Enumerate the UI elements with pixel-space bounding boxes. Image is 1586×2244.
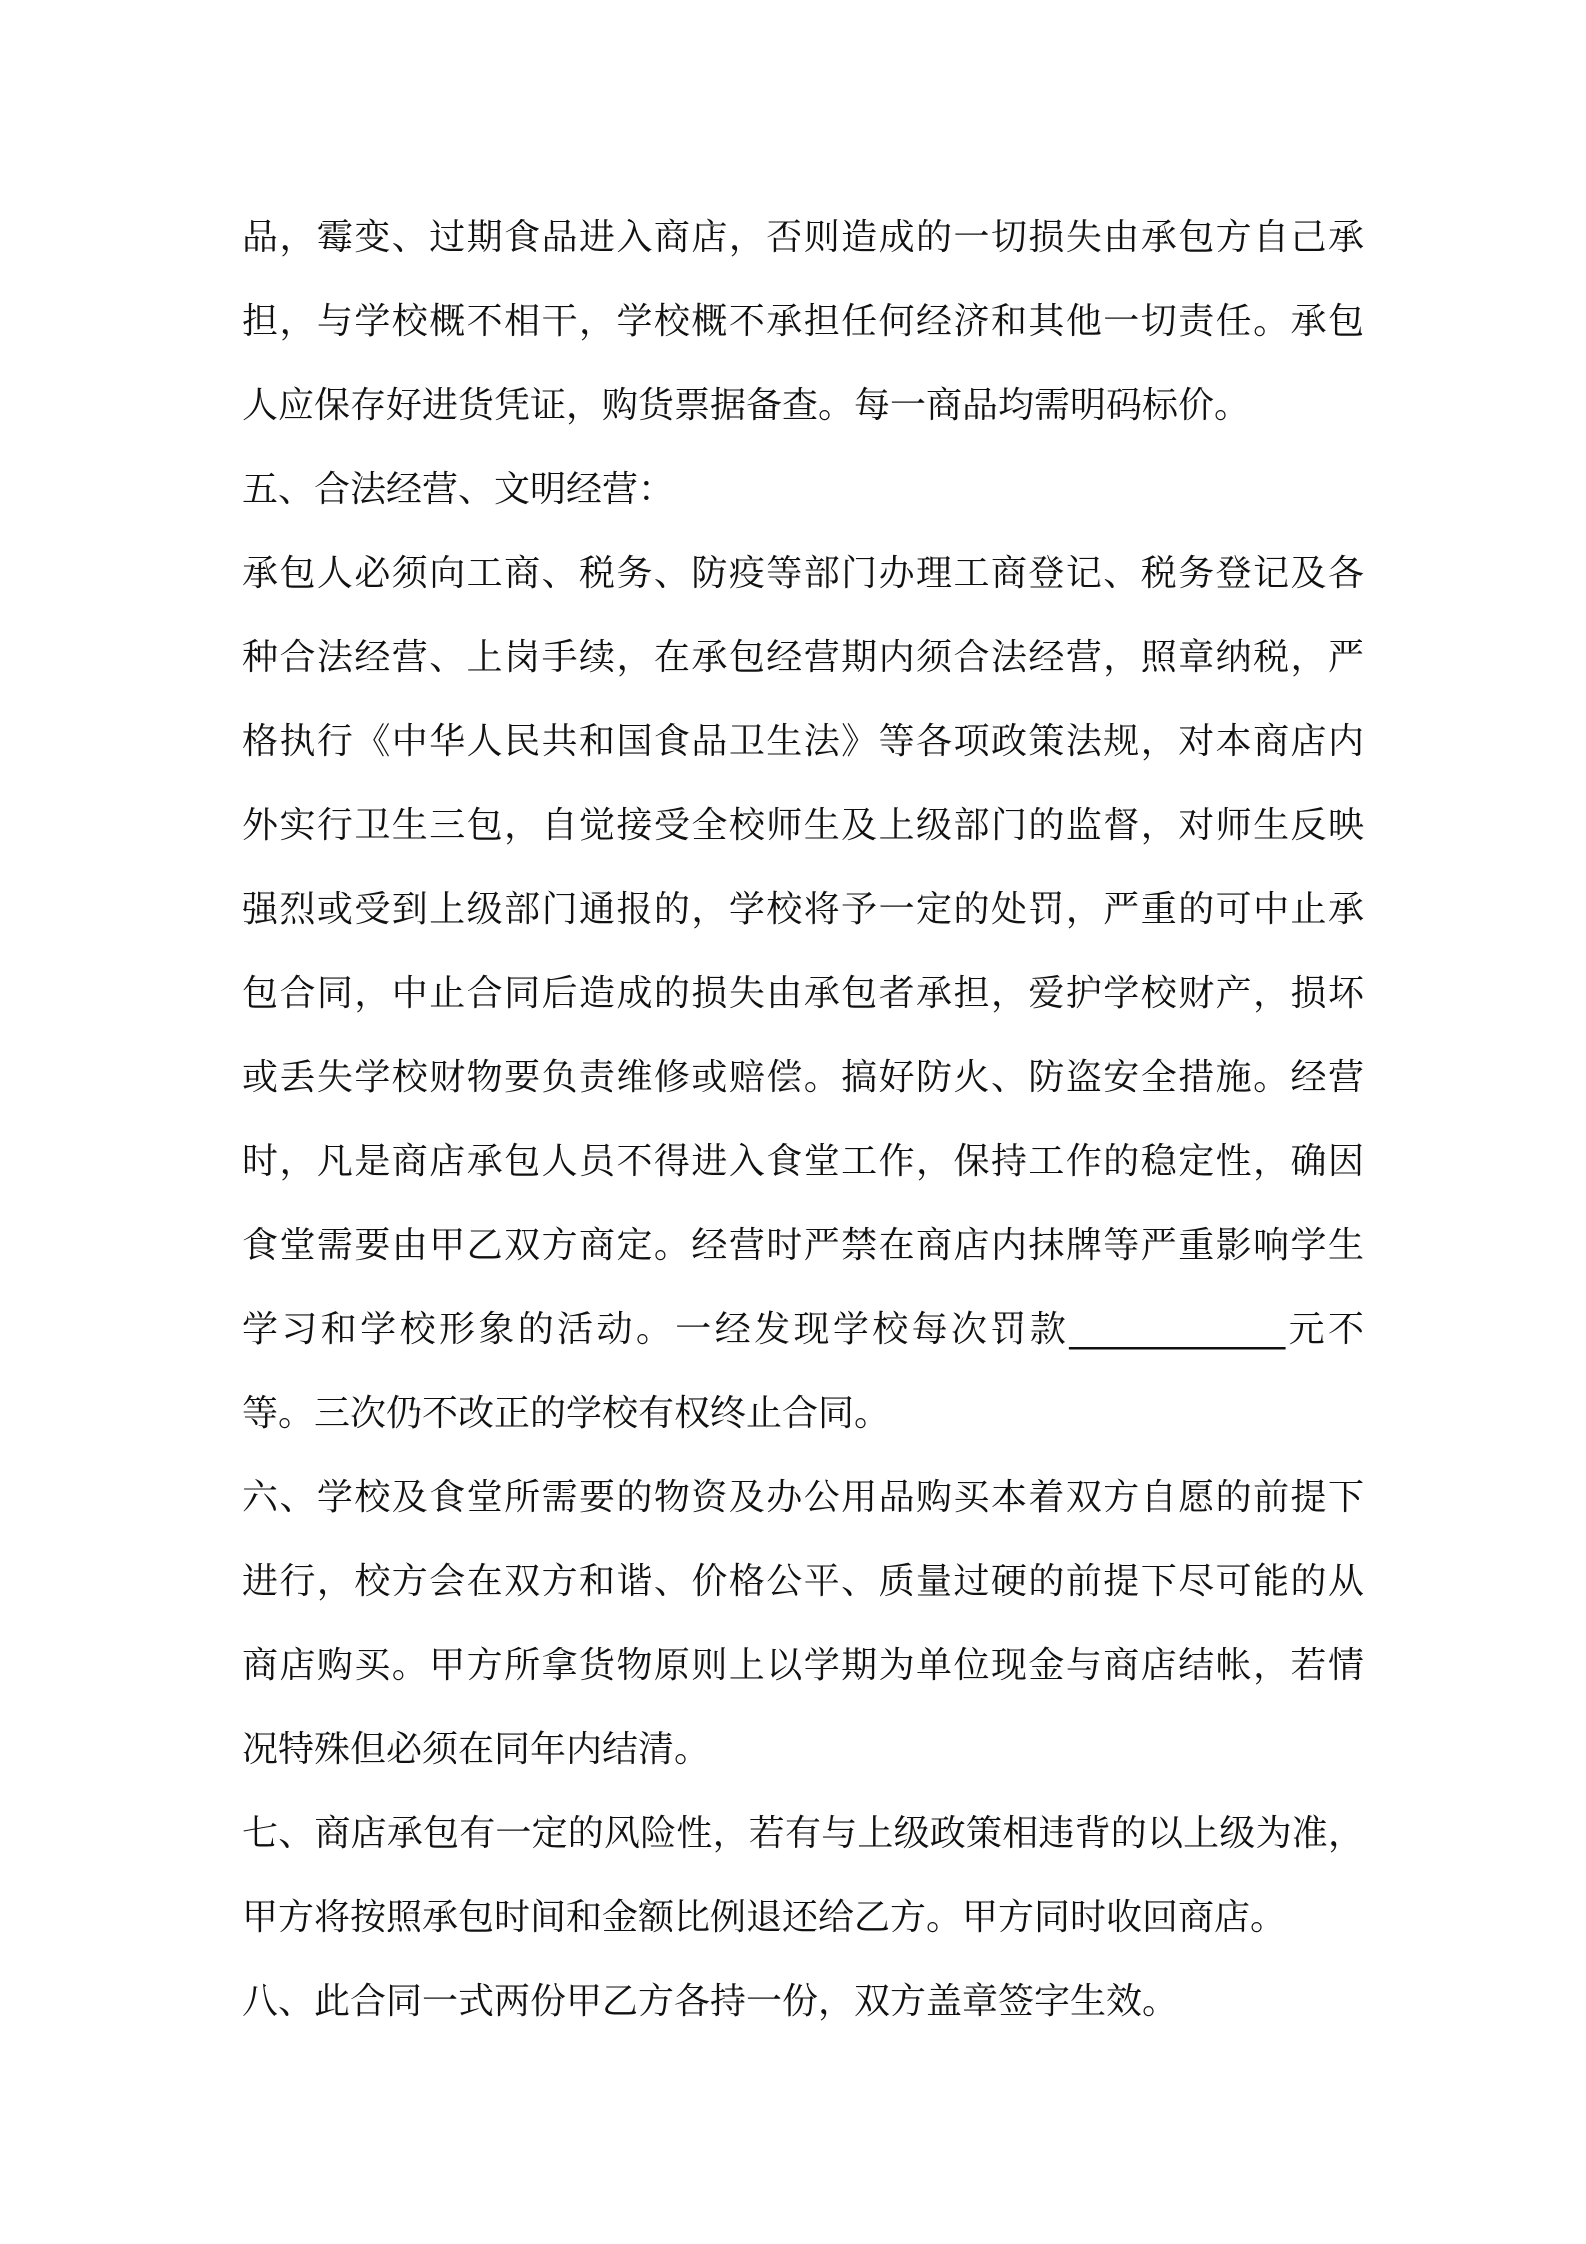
document-line: 或丢失学校财物要负责维修或赔偿。搞好防火、防盗安全措施。经营: [242, 1057, 1364, 1098]
document-line: 品，霉变、过期食品进入商店，否则造成的一切损失由承包方自己承: [242, 217, 1364, 258]
document-line: 承包人必须向工商、税务、防疫等部门办理工商登记、税务登记及各: [242, 553, 1364, 594]
document-line: 八、此合同一式两份甲乙方各持一份，双方盖章签字生效。: [242, 1981, 1179, 2022]
document-line: 包合同，中止合同后造成的损失由承包者承担，爱护学校财产，损坏: [242, 973, 1364, 1014]
document-body: [242, 196, 1364, 2044]
document-line: 七、商店承包有一定的风险性，若有与上级政策相违背的以上级为准，: [242, 1813, 1364, 1854]
document-line: 五、合法经营、文明经营：: [242, 469, 675, 510]
document-line: 人应保存好进货凭证，购货票据备查。每一商品均需明码标价。: [242, 385, 1251, 426]
document-line: 进行，校方会在双方和谐、价格公平、质量过硬的前提下尽可能的从: [242, 1561, 1364, 1602]
document-line: 学习和学校形象的活动。一经发现学校每次罚款____________元不: [242, 1309, 1364, 1350]
document-line: 担，与学校概不相干，学校概不承担任何经济和其他一切责任。承包: [242, 301, 1364, 342]
document-line: 甲方将按照承包时间和金额比例退还给乙方。甲方同时收回商店。: [242, 1897, 1287, 1938]
document-line: 况特殊但必须在同年内结清。: [242, 1729, 711, 1770]
document-line: 商店购买。甲方所拿货物原则上以学期为单位现金与商店结帐，若情: [242, 1645, 1364, 1686]
document-line: 食堂需要由甲乙双方商定。经营时严禁在商店内抹牌等严重影响学生: [242, 1225, 1364, 1266]
document-line: 强烈或受到上级部门通报的，学校将予一定的处罚，严重的可中止承: [242, 889, 1364, 930]
document-line: 种合法经营、上岗手续，在承包经营期内须合法经营，照章纳税，严: [242, 637, 1364, 678]
document-line: 六、学校及食堂所需要的物资及办公用品购买本着双方自愿的前提下: [242, 1477, 1364, 1518]
document-line: 外实行卫生三包，自觉接受全校师生及上级部门的监督，对师生反映: [242, 805, 1364, 846]
document-line: 时，凡是商店承包人员不得进入食堂工作，保持工作的稳定性，确因: [242, 1141, 1364, 1182]
document-line: 等。三次仍不改正的学校有权终止合同。: [242, 1393, 891, 1434]
document-line: 格执行《中华人民共和国食品卫生法》等各项政策法规，对本商店内: [242, 721, 1364, 762]
